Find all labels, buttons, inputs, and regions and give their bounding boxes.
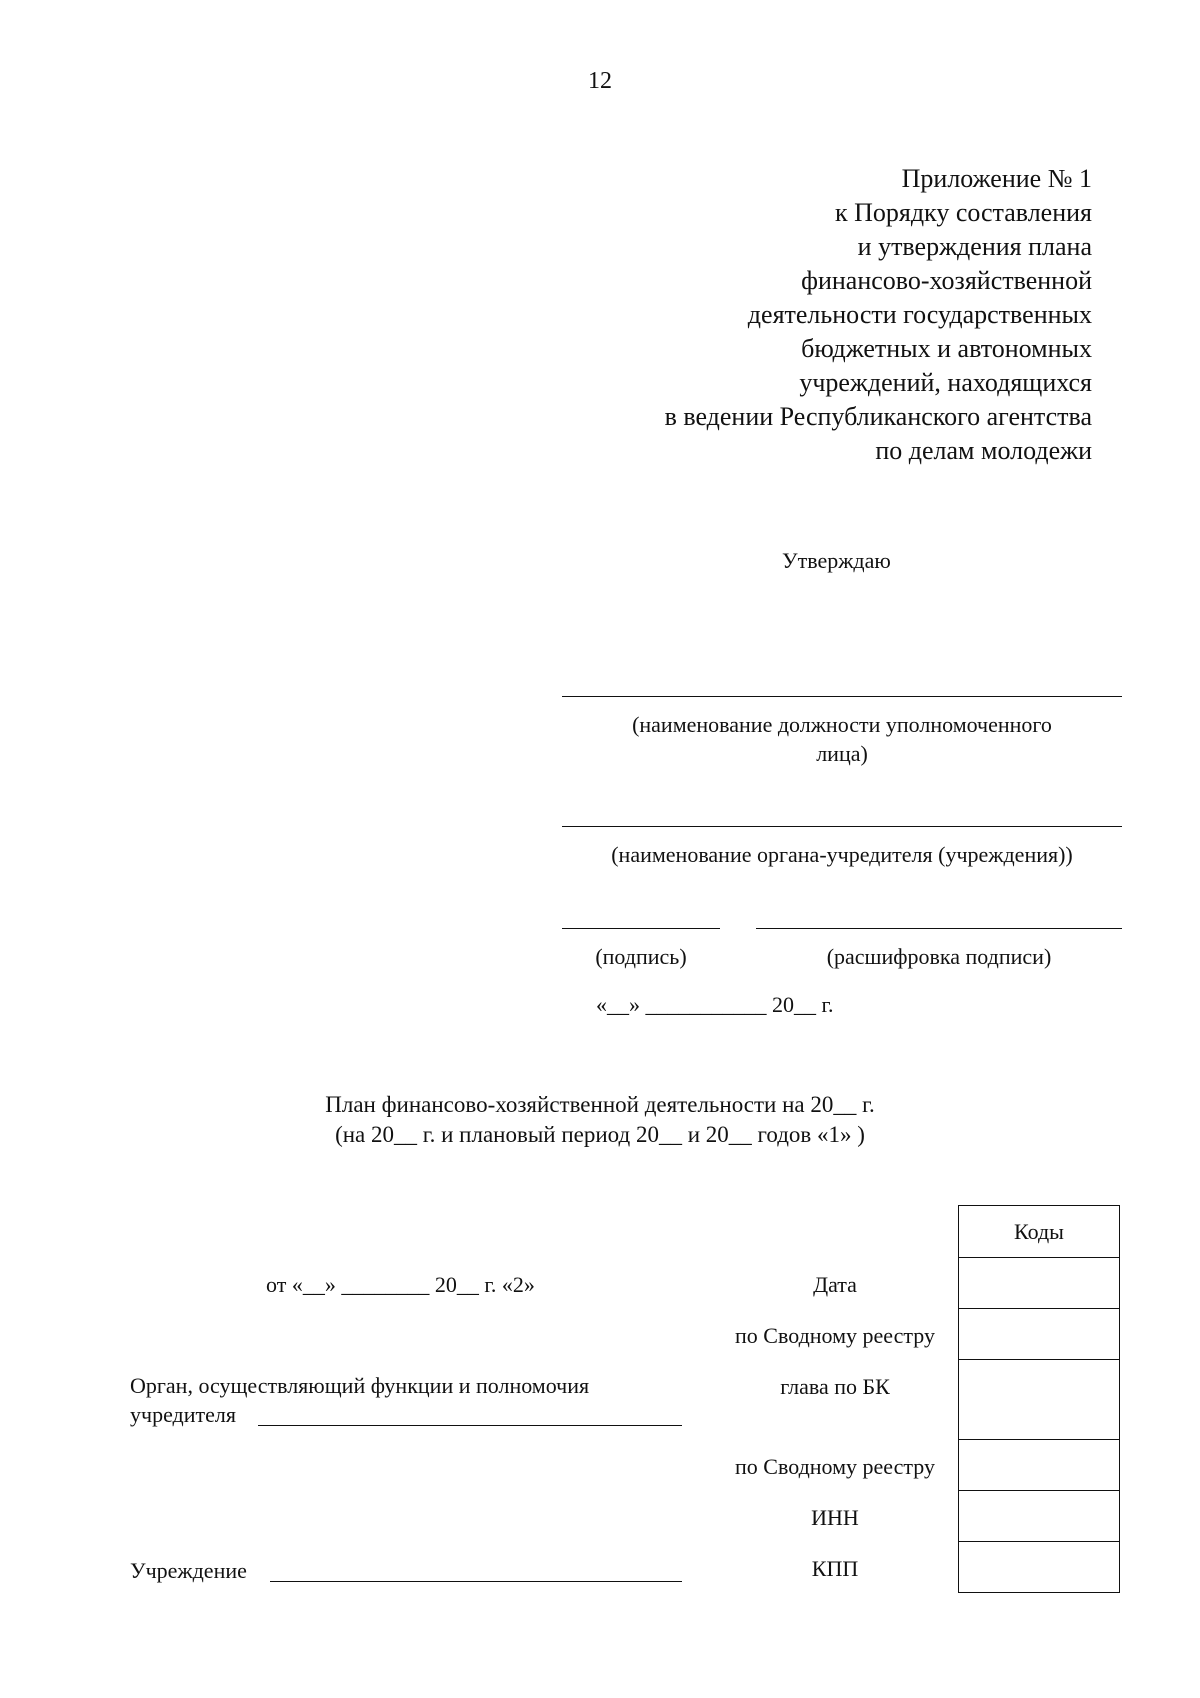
institution-fill-line [270, 1581, 682, 1582]
code-cell-registry[interactable] [959, 1309, 1120, 1360]
signature-decode-line [756, 928, 1122, 929]
appendix-line: в ведении Республиканского агентства [664, 402, 1092, 431]
appendix-header [665, 162, 1092, 468]
position-caption-line1: (наименование должности уполномоченного [632, 712, 1052, 737]
organ-label-line1: Орган, осуществляющий функции и полномочия [130, 1373, 590, 1398]
plan-title-line1: План финансово-хозяйственной деятельности на 20__ г. [325, 1092, 875, 1117]
organ-line [562, 826, 1122, 827]
code-cell-registry-2[interactable] [959, 1440, 1120, 1491]
approval-date: «__» ___________ 20__ г. [596, 992, 834, 1017]
codes-label-registry-2: по Сводному реестру [735, 1454, 935, 1479]
plan-title-line2: (на 20__ г. и плановый период 20__ и 20__ годов «1» ) [335, 1122, 865, 1147]
organ-fill-line [258, 1425, 682, 1426]
plan-title [0, 1090, 1200, 1150]
appendix-line: учреждений, находящихся [799, 368, 1092, 397]
codes-label-kpp: КПП [811, 1556, 859, 1581]
code-cell-kpp[interactable] [959, 1542, 1120, 1593]
date-from: от «__» ________ 20__ г. «2» [266, 1272, 535, 1297]
appendix-line: Приложение № 1 [901, 164, 1092, 193]
code-cell-inn[interactable] [959, 1491, 1120, 1542]
appendix-line: по делам молодежи [875, 436, 1092, 465]
codes-header: Коды [959, 1206, 1120, 1258]
approve-heading: Утверждаю [782, 548, 891, 573]
signature-caption: (подпись) [595, 944, 687, 969]
institution-label: Учреждение [130, 1558, 247, 1583]
codes-label-registry: по Сводному реестру [735, 1323, 935, 1348]
position-line [562, 696, 1122, 697]
codes-label-chapter: глава по БК [780, 1374, 890, 1399]
appendix-line: финансово-хозяйственной [801, 266, 1092, 295]
signature-line [562, 928, 720, 929]
organ-label-line2: учредителя [130, 1402, 236, 1427]
appendix-line: к Порядку составления [834, 198, 1092, 227]
appendix-line: и утверждения плана [857, 232, 1092, 261]
codes-label-inn: ИНН [811, 1505, 859, 1530]
appendix-line: деятельности государственных [747, 300, 1092, 329]
code-cell-date[interactable] [959, 1258, 1120, 1309]
codes-table [958, 1205, 1120, 1593]
position-caption-line2: лица) [816, 741, 868, 766]
code-cell-chapter[interactable] [959, 1360, 1120, 1440]
page-number: 12 [588, 68, 612, 94]
position-caption [562, 710, 1122, 768]
signature-decode-caption: (расшифровка подписи) [826, 944, 1052, 969]
organ-caption: (наименование органа-учредителя (учреждения)) [611, 842, 1073, 867]
codes-label-date: Дата [813, 1272, 857, 1297]
appendix-line: бюджетных и автономных [801, 334, 1092, 363]
